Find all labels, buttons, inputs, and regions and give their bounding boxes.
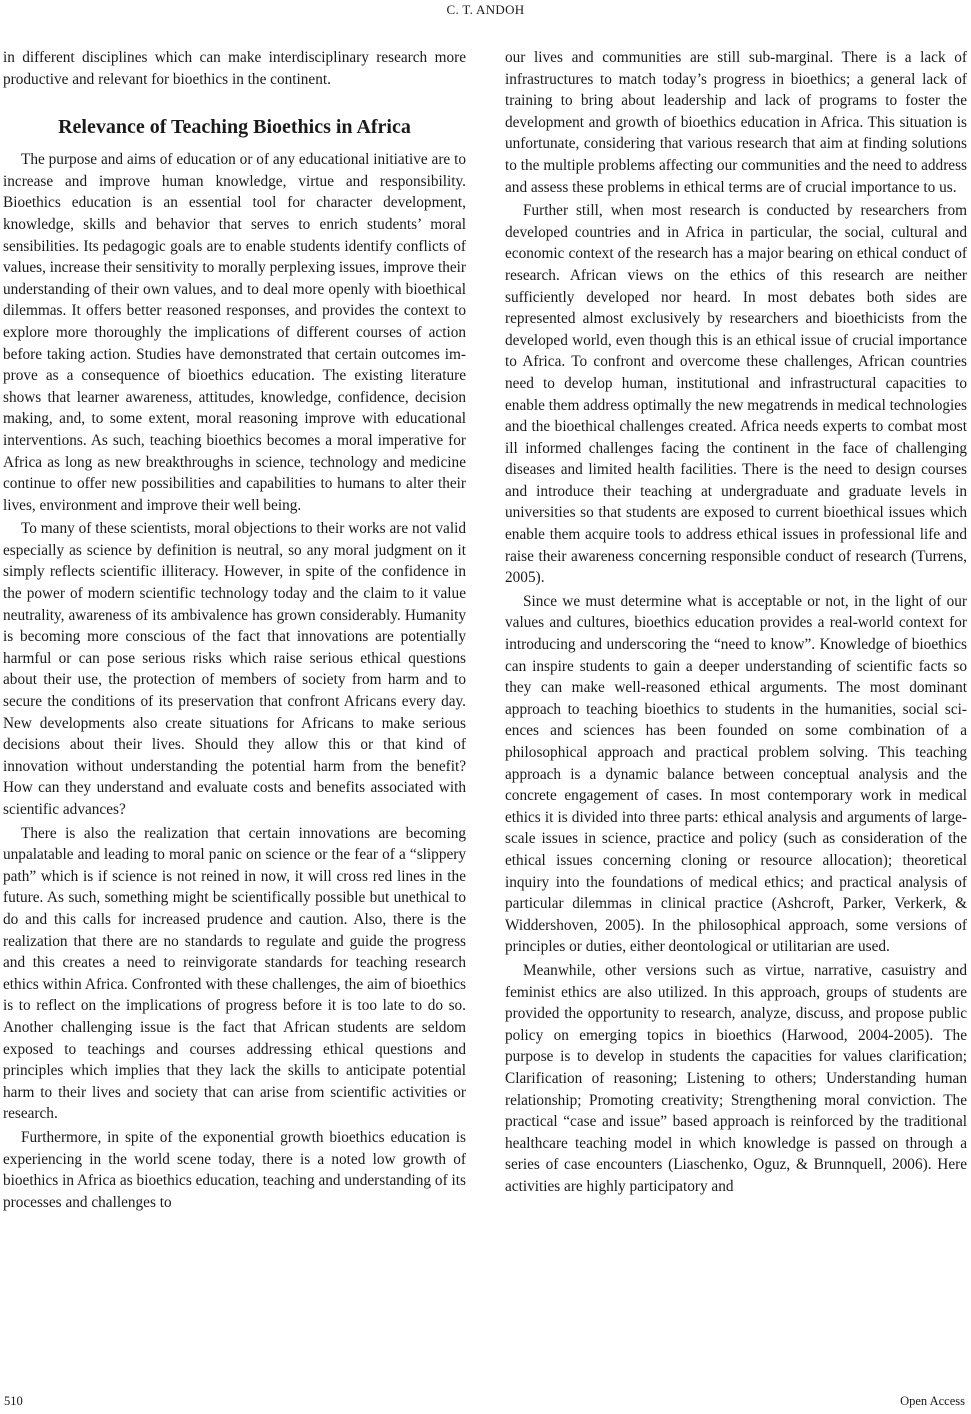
publisher-label: Open Access <box>900 1394 965 1408</box>
paragraph: To many of these scientists, moral objections to their works are not valid especially as science by definition is neutral, so any moral judgment on it simply reflects scientific illiteracy. However, in spite of the confidence in the power of modern scientific technology today and the claim to it value neutrality, awareness of its ambivalence has grown considerably. Humanity is becoming more conscious of the fact that innovations are potentially harmful or can pose serious risks which raise serious ethical questions about their use, the protection of members of society from harm and to secure the conditions of its preservation that confront Africans every day. New developments also create situations for Africans to make serious decisions about their lives. Should they allow this or that kind of innovation without understanding the potential harm from the benefit? How can they understand and evaluate costs and benefits associated with scientific advances? <box>3 520 466 818</box>
paragraph: The purpose and aims of education or of any educational initiative are to increase and improve human knowledge, virtue and responsibility. Bioethics education is an essential tool for character development, knowledge, skills and behavior that serves to enrich students’ moral sensibilities. Its pedagogic goals are to enable students identify conflicts of values, increase their sensitivity to morally perplexing issues, improve their understanding of their own values, and to deal more openly with bioethical dilemmas. It offers better reasoned responses, and provides the context to explore more thoroughly the implications of different courses of action before taking action. Studies have demonstrated that certain outcomes improve as a consequence of bioethics education. The existing literature shows that learner awareness, attitudes, knowledge, confidence, decision making, and, to some extent, moral reasoning improve with educational interventions. As such, teaching bioethics becomes a moral imperative for Africa as long as new breakthroughs in science, technology and medicine continue to offer new possibilities and capabilities to humans to alter their lives, environment and improve their well being. <box>3 151 466 514</box>
paragraph: There is also the realization that certain innovations are becoming unpalatable and leading to moral panic on science or the fear of a “slippery path” which is if science is not reined in now, it will cross red lines in the future. As such, something might be scientifically possible but unethical to do and this calls for increased prudence and caution. Also, there is the realization that there are no standards to regulate and guide the progress and this creates a need to reinvigorate standards for teaching research ethics within Africa. Confronted with these challenges, the aim of bioethics is to reflect on the implications of progress before it is too late to do so. Another challenging issue is the fact that African students are seldom exposed to teachings and courses addressing ethical questions and principles which implies that they lack the skills to anticipate potential harm to their lives and society that can arise from scientific activities or research. <box>3 824 466 1123</box>
section-heading: Relevance of Teaching Bioethics in Africa <box>58 116 411 139</box>
paragraph: Further still, when most research is conducted by researchers from developed countries and in Africa in particular, the social, cultural and economic context of the research has a major bearing on ethical conduct of research. African views on the ethics of this research are neither sufficiently developed nor heard. In most debates both sides are represented almost exclusively by researchers and bioethicists from the developed world, even though this is an ethical issue of crucial importance to Africa. To confront and overcome these challenges, African countries need to develop human, institutional and infrastructural capacities to enable them address optimally the new megatrends in medical technologies and the bioethical challenges created. Africa needs experts to combat most ill informed challenges facing the continent in the face of challenging diseases and limited health facilities. There is the need to design courses and introduce their teaching at undergraduate and graduate levels in universities so that students are exposed to current bioethical issues which enable them acquire tools to address ethical issues in professional life and raise their awareness concerning responsible conduct of research (Turrens, 2005). <box>505 202 967 587</box>
page-footer <box>0 1394 971 1410</box>
running-head: C. T. ANDOH <box>446 2 525 17</box>
paragraph: in different disciplines which can make interdisciplinary research more productive and relevant for bioethics in the continent. <box>3 49 466 88</box>
paragraph: Furthermore, in spite of the exponential growth bioethics education is experiencing in the world scene today, there is a noted low growth of bioethics in Africa as bioethics education, teaching and understanding of its processes and challenges to <box>3 1128 466 1211</box>
paragraph: Since we must determine what is acceptable or not, in the light of our values and cultures, bioethics education provides a real-world context for introducing and underscoring the “need to know”. Knowledge of bioethics can inspire students to gain a deeper understanding of scientific facts so they can make well-reasoned ethical arguments. The most dominant approach to teaching bioethics to students in the humanities, social sciences and sciences has been founded on some combination of a philosophical approach and practical problem solving. This teaching approach is a dynamic balance between conceptual analysis and the concrete engagement of cases. In most contemporary work in medical ethics it is divided into three parts: ethical analysis and arguments of large-scale issues in science, practice and policy (such as consideration of the ethical issues concerning cloning or resource allocation); theoretical inquiry into the foundations of medical ethics; and practical analysis of particular dilemmas in clinical practice (Ashcroft, Parker, Verkerk, & Widdershoven, 2005). In the philosophical approach, some versions of principles or duties, either deontological or utilitarian are used. <box>505 592 967 956</box>
left-column <box>3 47 466 1215</box>
page-number: 510 <box>4 1394 23 1408</box>
paragraph: our lives and communities are still sub-marginal. There is a lack of infrastructures to match today’s progress in bioethics; a general lack of training to bring about leadership and lack of programs to foster the development and growth of bioethics education in Africa. This situation is unfortunate, considering that various research that aim at finding solutions to the multiple problems affecting our communities and the need to address and assess these problems in ethical terms are of crucial importance to us. <box>505 49 967 196</box>
right-column <box>505 47 967 1199</box>
paragraph: Meanwhile, other versions such as virtue, narrative, casuistry and feminist ethics are also utilized. In this approach, groups of students are provided the opportunity to research, analyze, discuss, and propose public policy on emerging topics in bioethics (Harwood, 2004-2005). The purpose is to develop in students the capacities for values clarification; Clarification of reasoning; Listening to others; Understanding human relationship; Promoting creativity; Strengthening moral conviction. The practical “case and issue” based approach is reinforced by the traditional healthcare teaching model in which knowledge is passed on through a series of case encounters (Liaschenko, Oguz, & Brunnquell, 2006). Here activities are highly participatory and <box>505 961 967 1195</box>
